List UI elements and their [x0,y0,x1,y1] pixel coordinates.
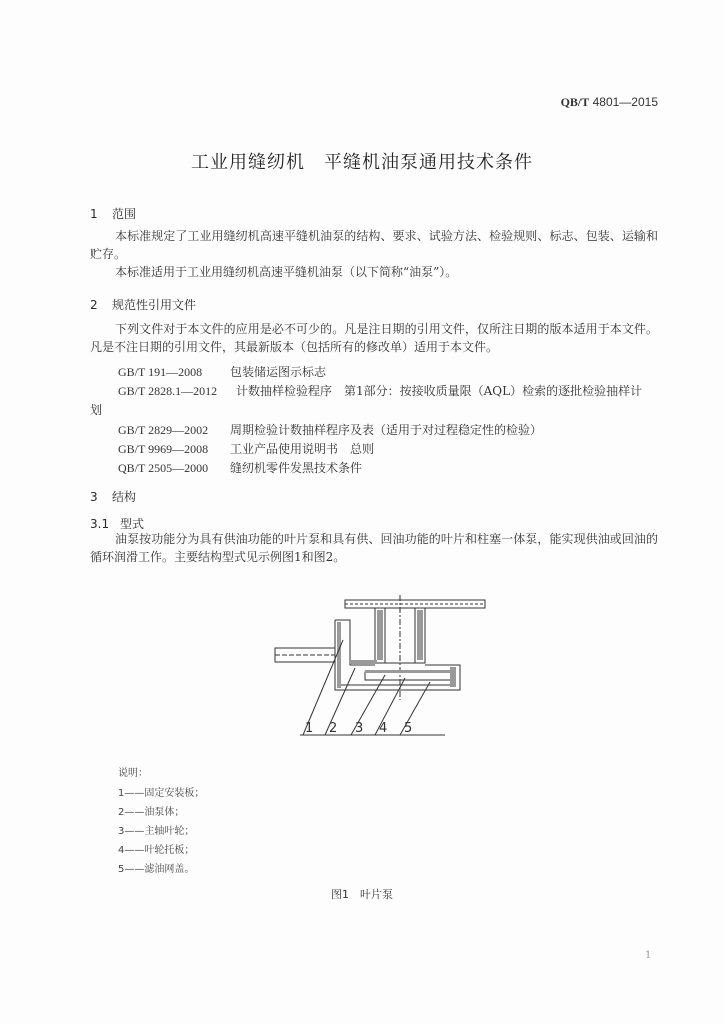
figure-label: 3 [355,721,364,736]
section-1-paragraph-1: 本标准规定了工业用缝纫机高速平缝机油泵的结构、要求、试验方法、检验规则、标志、包装、运输和贮存。 [90,229,658,261]
figure-label: 5 [404,721,413,736]
section-1-paragraph-2: 本标准适用于工业用缝纫机高速平缝机油泵（以下简称“油泵”）。 [115,265,458,279]
reference-item-continuation: 划 [90,403,103,417]
reference-item: GB/T 191—2008 包装储运图示标志 [118,365,327,379]
section-3-1-heading: 3.1 型式 [90,517,145,531]
section-3-1-paragraph: 油泵按功能分为具有供油功能的叶片泵和具有供、回油功能的叶片和柱塞一体泵，能实现供油或回油的循环润滑工作。主要结构型式见示例图1和图2。 [90,532,658,564]
legend-title: 说明： [118,768,148,779]
document-title: 工业用缝纫机 平缝机油泵通用技术条件 [191,152,533,173]
vane-pump-drawing [265,590,490,750]
page-number: 1 [645,950,652,961]
section-2-paragraph-1: 下列文件对于本文件的应用是必不可少的。凡是注日期的引用文件，仅所注日期的版本适用于本文件。凡是不注日期的引用文件，其最新版本（包括所有的修改单）适用于本文件。 [90,322,658,354]
figure-label: 1 [305,721,314,736]
figure-label: 4 [379,721,388,736]
section-2-heading: 2 规范性引用文件 [90,298,197,312]
figure-label: 2 [329,721,338,736]
reference-item: QB/T 2505—2000 缝纫机零件发黑技术条件 [118,461,363,475]
reference-item: GB/T 2829—2002 周期检验计数抽样程序及表（适用于对过程稳定性的检验） [118,423,543,437]
legend-item: 1——固定安装板； [118,788,205,799]
figure-caption: 图1 叶片泵 [331,888,393,901]
legend-item: 3——主轴叶轮； [118,826,195,837]
filter-cover-shape [365,672,455,680]
section-1-heading: 1 范围 [90,207,137,221]
standard-number: QB/T 4801—2015 [560,95,658,109]
reference-item: GB/T 2828.1—2012 计数抽样检验程序 第1部分：按接收质量限（AQL）检索的逐批检验抽样计 [118,384,643,398]
reference-item: GB/T 9969—2008 工业产品使用说明书 总则 [118,442,375,456]
legend-item: 4——叶轮托板； [118,845,195,856]
legend-item: 2——油泵体； [118,807,185,818]
legend-item: 5——滤油网盖。 [118,864,195,875]
section-3-heading: 3 结构 [90,490,137,504]
